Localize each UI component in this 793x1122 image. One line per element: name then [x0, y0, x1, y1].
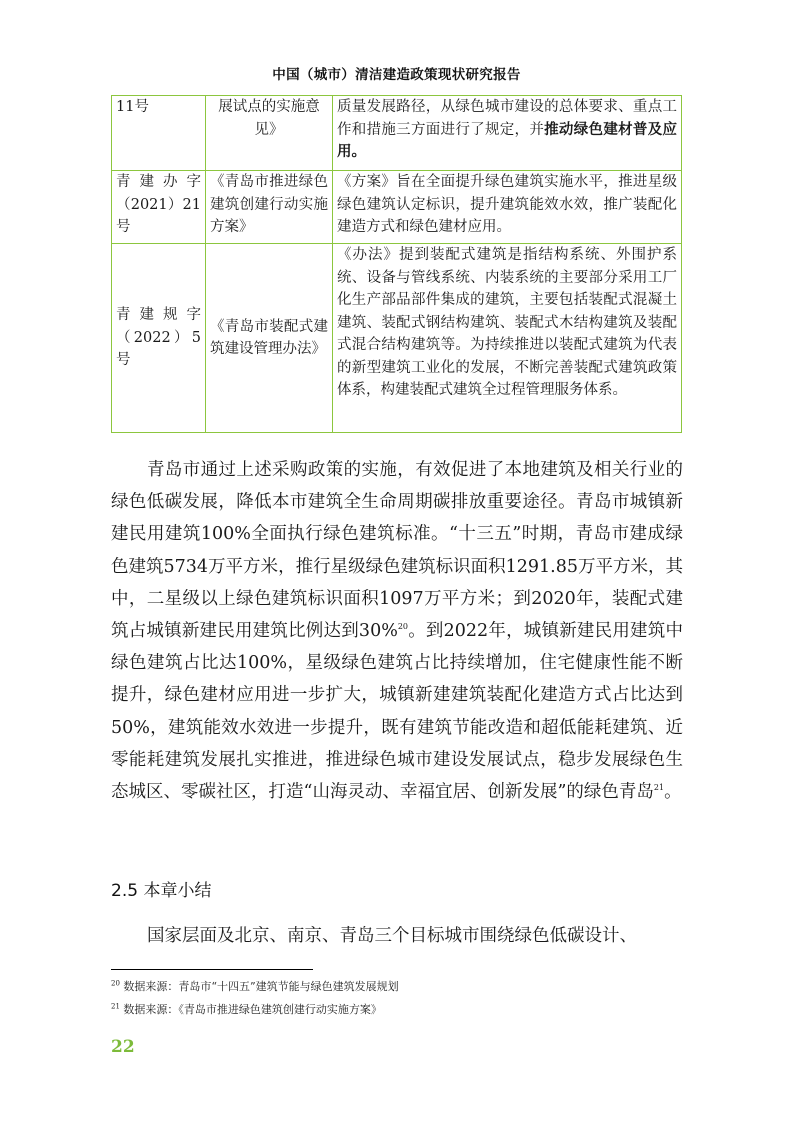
- table-row: [112, 244, 682, 433]
- footnote-number: 21: [111, 1002, 120, 1011]
- table-cell-doc-number: 青建办字（2021）21号: [112, 171, 206, 244]
- table-cell-doc-title: 展试点的实施意见》: [206, 96, 333, 171]
- footnote-ref-21[interactable]: 21: [653, 783, 665, 793]
- paragraph-text: 国家层面及北京、南京、青岛三个目标城市围绕绿色低碳设计、: [147, 926, 637, 946]
- table-cell-description: [333, 96, 682, 171]
- table-row: [112, 96, 682, 171]
- table-row: [112, 171, 682, 244]
- footnote-text: 数据来源：《青岛市推进绿色建筑创建行动实施方案》: [119, 1003, 382, 1016]
- table-cell-doc-number: 青建规字（2022）5号: [112, 244, 206, 433]
- table-cell-description: [333, 171, 682, 244]
- description-text: 《方案》旨在全面提升绿色建筑实施水平，推进星级绿色建筑认定标识，提升建筑能效水效，推广装配化建造方式和绿色建材应用。: [337, 174, 677, 235]
- description-text: 《办法》提到装配式建筑是指结构系统、外围护系统、设备与管线系统、内装系统的主要部分采用工厂化生产部品部件集成的建筑，主要包括装配式混凝土建筑、装配式钢结构建筑、装配式木结构建筑及装配式混合结构建筑等。为持续推进以装配式建筑为代表的新型建筑工业化的发展，不断完善装配式建筑政策体系，构建装配式建筑全过程管理服务体系。: [337, 247, 677, 398]
- paragraph-text-part: 。到2022年，城镇新建民用建筑中绿色建筑占比达100%，星级绿色建筑占比持续增加，住宅健康性能不断提升，绿色建材应用进一步扩大，城镇新建建筑装配化建造方式占比达到50%，建筑能效水效进一步提升，既有建筑节能改造和超低能耗建筑、近零能耗建筑发展扎实推进，推进绿色城市建设发展试点，稳步发展绿色生态城区、零碳社区，打造“山海灵动、幸福宜居、创新发展”的绿色青岛: [111, 621, 683, 803]
- section-heading: 2.5 本章小结: [111, 881, 212, 901]
- footnote-divider: [111, 969, 313, 970]
- table-cell-doc-title: 《青岛市装配式建筑建设管理办法》: [206, 244, 333, 433]
- description-text: 质量发展路径，从绿色城市建设的总体要求、重点工作和措施三方面进行了规定，并: [337, 99, 677, 138]
- page-header-title: 中国（城市）清洁建造政策现状研究报告: [272, 67, 521, 83]
- footnote: [111, 980, 399, 994]
- table-cell-doc-number: 11号: [112, 96, 206, 171]
- footnote-text: 数据来源：青岛市“十四五”建筑节能与绿色建筑发展规划: [119, 980, 399, 993]
- paragraph-text-part: 。: [664, 782, 682, 803]
- body-paragraph: [111, 920, 683, 952]
- footnote-ref-20[interactable]: 20: [397, 622, 409, 632]
- table-cell-doc-title: 《青岛市推进绿色建筑创建行动实施方案》: [206, 171, 333, 244]
- footnote-number: 20: [111, 979, 120, 988]
- body-paragraph: [111, 454, 683, 808]
- table-cell-description: [333, 244, 682, 433]
- page-number: 22: [111, 1037, 135, 1057]
- footnote: [111, 1003, 382, 1017]
- description-bold-text: 推动绿色建材普及应用。: [337, 120, 678, 160]
- paragraph-text-part: 青岛市通过上述采购政策的实施，有效促进了本地建筑及相关行业的绿色低碳发展，降低本市建筑全生命周期碳排放重要途径。青岛市城镇新建民用建筑100%全面执行绿色建筑标准。“十三五”时期，青岛市建成绿色建筑5734万平方米，推行星级绿色建筑标识面积1291.85万平方米，其中，二星级以上绿色建筑标识面积1097万平方米；到2020年，装配式建筑占城镇新建民用建筑比例达到30%: [111, 460, 683, 642]
- policy-table: [111, 95, 682, 433]
